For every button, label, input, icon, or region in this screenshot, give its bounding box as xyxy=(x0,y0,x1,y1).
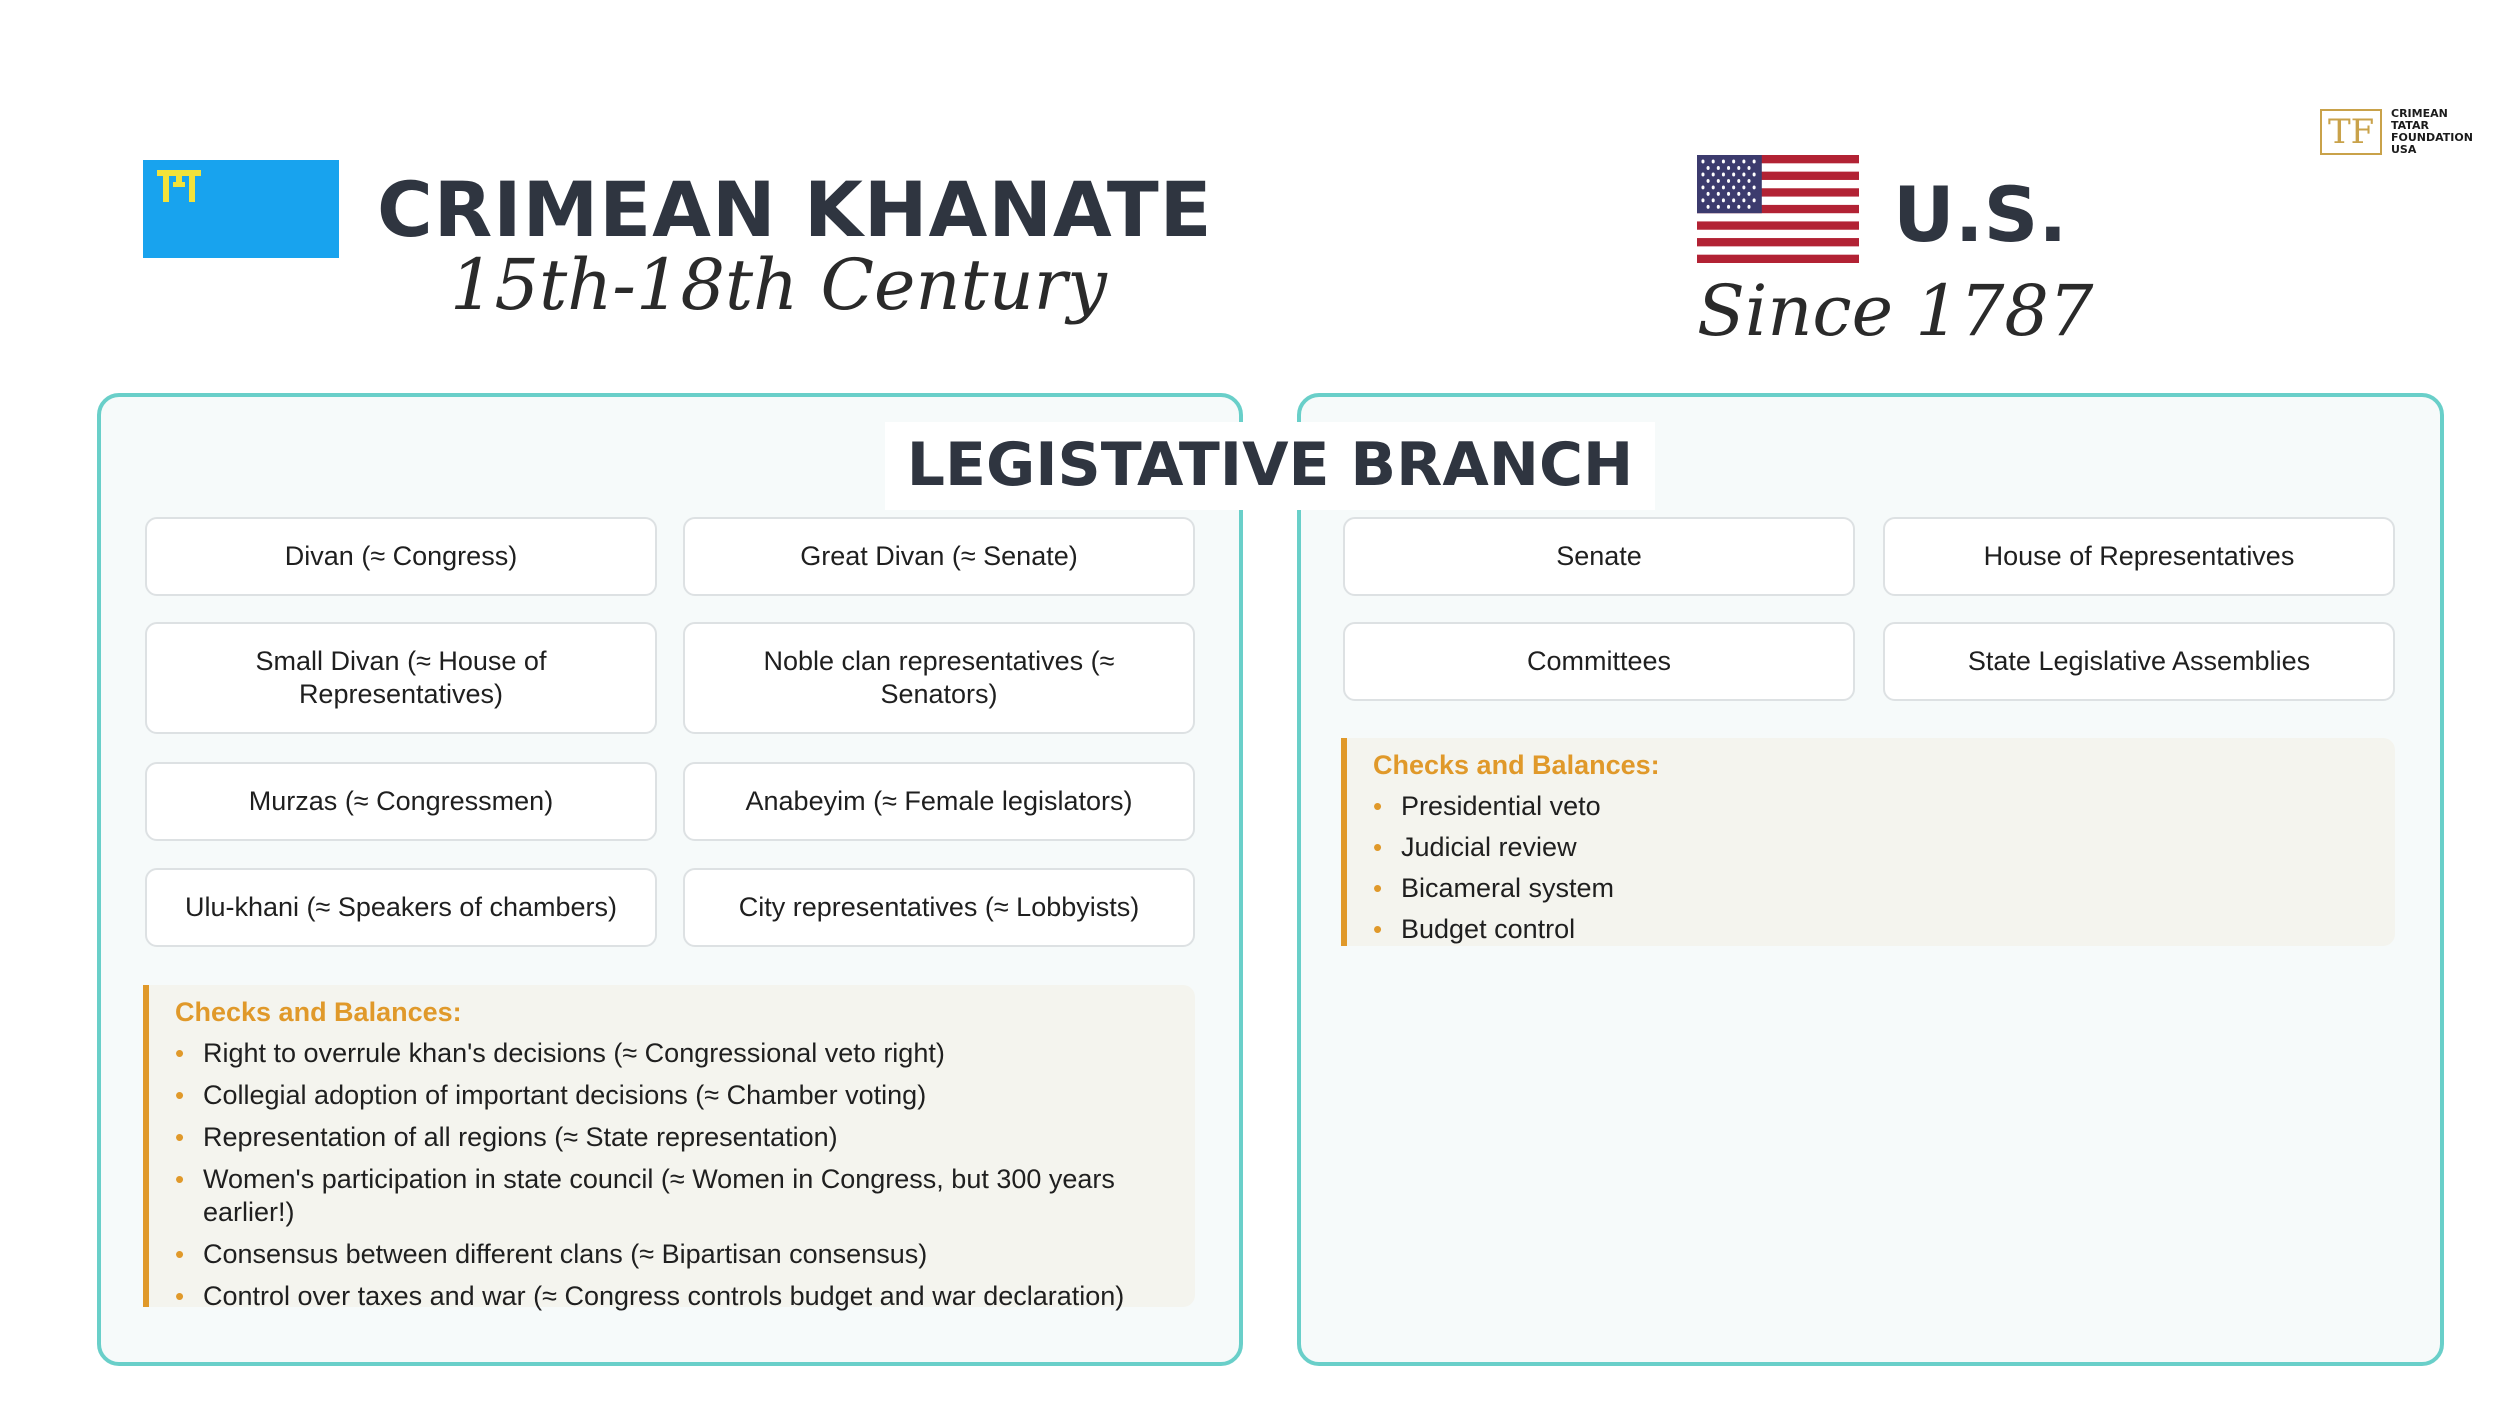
list-item: • Bicameral system xyxy=(1373,872,2373,905)
crimean-tatar-flag xyxy=(143,160,339,258)
checks-heading: Checks and Balances: xyxy=(175,997,462,1027)
card-committees: Committees xyxy=(1343,622,1855,701)
foundation-logo xyxy=(2320,107,2490,159)
us-flag xyxy=(1697,155,1859,263)
card-state-assemblies: State Legislative Assemblies xyxy=(1883,622,2395,701)
card-ulu-khani: Ulu-khani (≈ Speakers of chambers) xyxy=(145,868,657,947)
card-house: House of Representatives xyxy=(1883,517,2395,596)
checks-list xyxy=(175,1037,1173,1313)
branch-title: LEGISTATIVE BRANCH xyxy=(0,430,2520,500)
tamga-icon xyxy=(153,166,209,206)
list-item: • Representation of all regions (≈ State representation) xyxy=(175,1121,1173,1154)
us-checks-and-balances xyxy=(1341,738,2395,946)
us-title: U.S. xyxy=(1893,170,2068,259)
checks-heading: Checks and Balances: xyxy=(1373,750,1660,780)
list-item: • Right to overrule khan's decisions (≈ Congressional veto right) xyxy=(175,1037,1173,1070)
checks-list xyxy=(1373,790,2373,946)
khanate-checks-and-balances xyxy=(143,985,1195,1311)
list-item: • Judicial review xyxy=(1373,831,2373,864)
list-item: • Budget control xyxy=(1373,913,2373,946)
list-item: • Presidential veto xyxy=(1373,790,2373,823)
card-anabeyim: Anabeyim (≈ Female legislators) xyxy=(683,762,1195,841)
khanate-period: 15th-18th Century xyxy=(450,244,1107,326)
logo-text: CRIMEAN TATAR FOUNDATION USA xyxy=(2391,107,2473,156)
card-noble-clans: Noble clan representatives (≈ Senators) xyxy=(683,622,1195,734)
card-great-divan: Great Divan (≈ Senate) xyxy=(683,517,1195,596)
list-item: • Women's participation in state council (≈ Women in Congress, but 300 years earlier!) xyxy=(175,1163,1173,1229)
logo-mark-icon: TF xyxy=(2320,109,2382,155)
list-item: • Consensus between different clans (≈ Bipartisan consensus) xyxy=(175,1238,1173,1271)
list-item: • Control over taxes and war (≈ Congress controls budget and war declaration) xyxy=(175,1280,1173,1313)
us-period: Since 1787 xyxy=(1697,270,2094,352)
card-senate: Senate xyxy=(1343,517,1855,596)
card-small-divan: Small Divan (≈ House of Representatives) xyxy=(145,622,657,734)
card-murzas: Murzas (≈ Congressmen) xyxy=(145,762,657,841)
card-divan: Divan (≈ Congress) xyxy=(145,517,657,596)
khanate-title: CRIMEAN KHANATE xyxy=(377,165,1213,254)
card-city-reps: City representatives (≈ Lobbyists) xyxy=(683,868,1195,947)
list-item: • Collegial adoption of important decisions (≈ Chamber voting) xyxy=(175,1079,1173,1112)
